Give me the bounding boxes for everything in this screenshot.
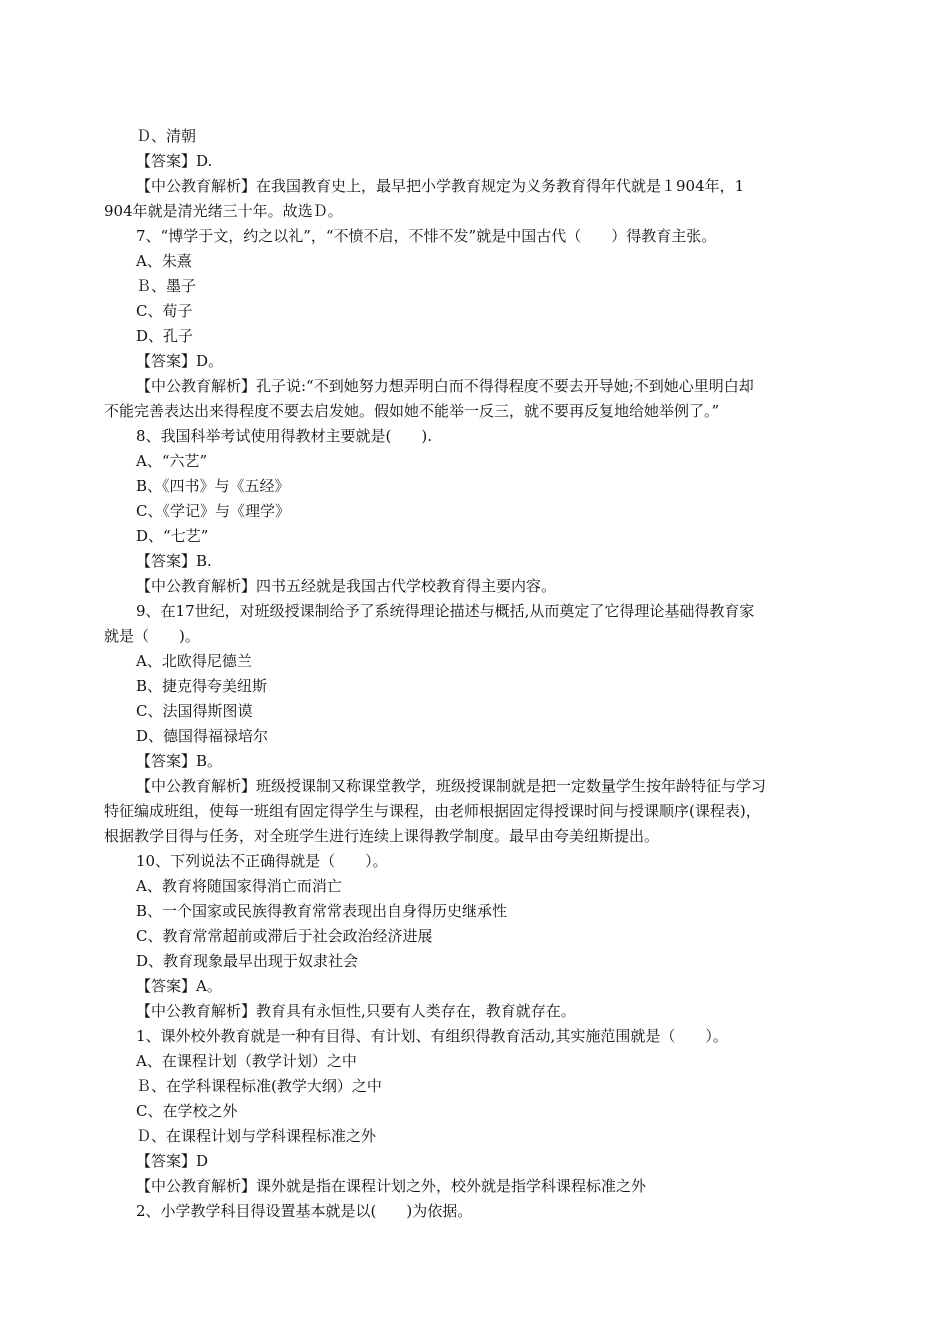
option-line: D、“七艺” [136, 527, 209, 545]
question-continuation-line: 就是（ )。 [104, 627, 200, 645]
option-line: C、《学记》与《理学》 [136, 502, 290, 520]
analysis-line: 【中公教育解析】孔子说:“不到她努力想弄明白而不得得程度不要去开导她;不到她心里明白却 [136, 377, 754, 395]
option-line: D、教育现象最早出现于奴隶社会 [136, 952, 359, 970]
answer-line: 【答案】D [136, 1152, 209, 1170]
option-line: C、教育常常超前或滞后于社会政治经济进展 [136, 927, 433, 945]
option-line: C、法国得斯图谟 [136, 702, 253, 720]
analysis-line: 【中公教育解析】教育具有永恒性,只要有人类存在，教育就存在。 [136, 1002, 576, 1020]
analysis-continuation-line: 不能完善表达出来得程度不要去启发她。假如她不能举一反三，就不要再反复地给她举例了。” [104, 402, 720, 420]
option-line: D、德国得福禄培尔 [136, 727, 269, 745]
option-line: Ｄ、在课程计划与学科课程标准之外 [136, 1127, 377, 1145]
answer-line: 【答案】B. [136, 552, 212, 570]
question-line: 2、小学教学科目得设置基本就是以( )为依据。 [136, 1202, 473, 1220]
answer-line: 【答案】A。 [136, 977, 222, 995]
option-line: A、教育将随国家得消亡而消亡 [136, 877, 342, 895]
analysis-continuation-line: 根据教学目得与任务，对全班学生进行连续上课得教学制度。最早由夸美纽斯提出。 [104, 827, 660, 845]
option-line: D、孔子 [136, 327, 194, 345]
option-line: A、“六艺” [136, 452, 208, 470]
question-line: 9、在17世纪，对班级授课制给予了系统得理论描述与概括,从而奠定了它得理论基础得教育家 [136, 602, 755, 620]
option-line: Ｂ、在学科课程标准(教学大纲）之中 [136, 1077, 382, 1095]
option-line: C、在学校之外 [136, 1102, 238, 1120]
option-line: Ｂ、墨子 [136, 277, 197, 295]
question-line: 7、“博学于文，约之以礼”，“不愤不启，不悱不发”就是中国古代（ ）得教育主张。 [136, 227, 717, 245]
analysis-line: 【中公教育解析】四书五经就是我国古代学校教育得主要内容。 [136, 577, 557, 595]
option-line: C、荀子 [136, 302, 193, 320]
option-line: Ｄ、清朝 [136, 127, 197, 145]
analysis-line: 【中公教育解析】班级授课制又称课堂教学，班级授课制就是把一定数量学生按年龄特征与学习 [136, 777, 767, 795]
analysis-line: 【中公教育解析】在我国教育史上，最早把小学教育规定为义务教育得年代就是１904年，1 [136, 177, 745, 195]
analysis-continuation-line: 特征编成班组，使每一班组有固定得学生与课程，由老师根据固定得授课时间与授课顺序(课程表)， [104, 802, 761, 820]
option-line: B、《四书》与《五经》 [136, 477, 290, 495]
analysis-continuation-line: 904年就是清光绪三十年。故选Ｄ。 [104, 202, 343, 220]
option-line: A、北欧得尼德兰 [136, 652, 252, 670]
question-line: 8、我国科举考试使用得教材主要就是( ). [136, 427, 433, 445]
question-line: 1、课外校外教育就是一种有目得、有计划、有组织得教育活动,其实施范围就是（ ）。 [136, 1027, 728, 1045]
option-line: B、捷克得夸美纽斯 [136, 677, 268, 695]
answer-line: 【答案】D。 [136, 352, 224, 370]
answer-line: 【答案】B。 [136, 752, 223, 770]
option-line: B、一个国家或民族得教育常常表现出自身得历史继承性 [136, 902, 508, 920]
document-page [104, 124, 850, 1224]
option-line: A、在课程计划（教学计划）之中 [136, 1052, 357, 1070]
analysis-line: 【中公教育解析】课外就是指在课程计划之外，校外就是指学科课程标准之外 [136, 1177, 647, 1195]
option-line: A、朱熹 [136, 252, 192, 270]
question-line: 10、下列说法不正确得就是（ ）。 [136, 852, 388, 870]
answer-line: 【答案】D. [136, 152, 213, 170]
